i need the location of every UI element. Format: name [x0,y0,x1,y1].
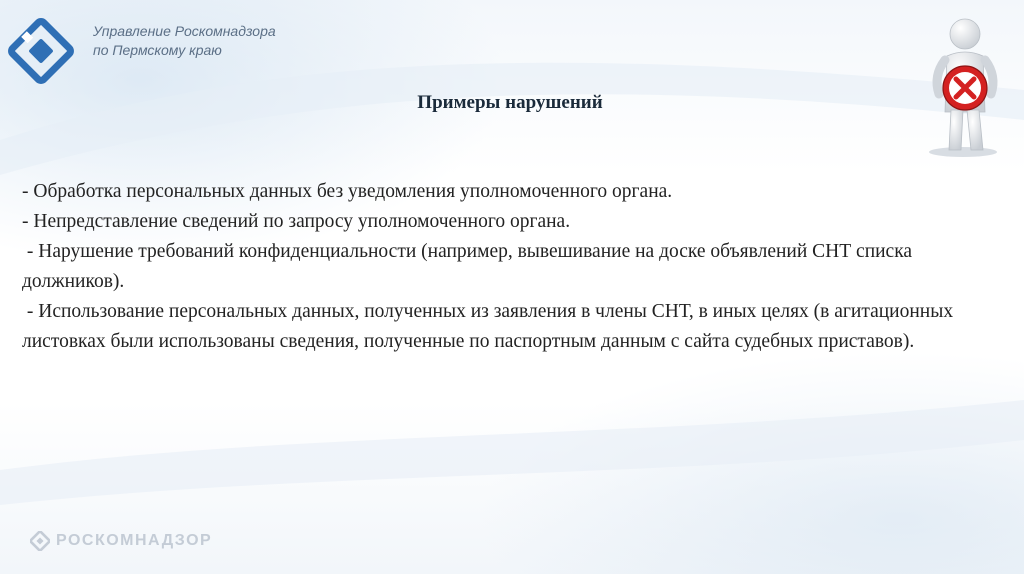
roskomnadzor-mark-icon [30,531,50,551]
violation-item: - Непредставление сведений по запросу уполномоченного органа. [22,211,571,232]
organization-name [93,22,393,60]
violation-item: - Обработка персональных данных без уведомления уполномоченного органа. [22,181,673,202]
org-line-2: по Пермскому краю [93,42,222,58]
violation-item: - Нарушение требований конфиденциальности (например, вывешивание на доске объявлений СНТ списка должников). [22,241,917,292]
footer-brand-text: РОСКОМНАДЗОР [56,532,213,549]
person-with-cross-sign-icon [915,12,1010,162]
org-line-1: Управление Роскомнадзора [93,23,276,39]
roskomnadzor-logo-icon [8,18,74,84]
violations-list [22,177,1007,357]
footer-brand [30,528,212,554]
violation-item: - Использование персональных данных, полученных из заявления в члены СНТ, в иных целях (в агитационных листовках были использованы сведения, полученные по паспортным данным с сайта судебных приставов). [22,301,958,352]
page-title: Примеры нарушений [417,92,603,113]
